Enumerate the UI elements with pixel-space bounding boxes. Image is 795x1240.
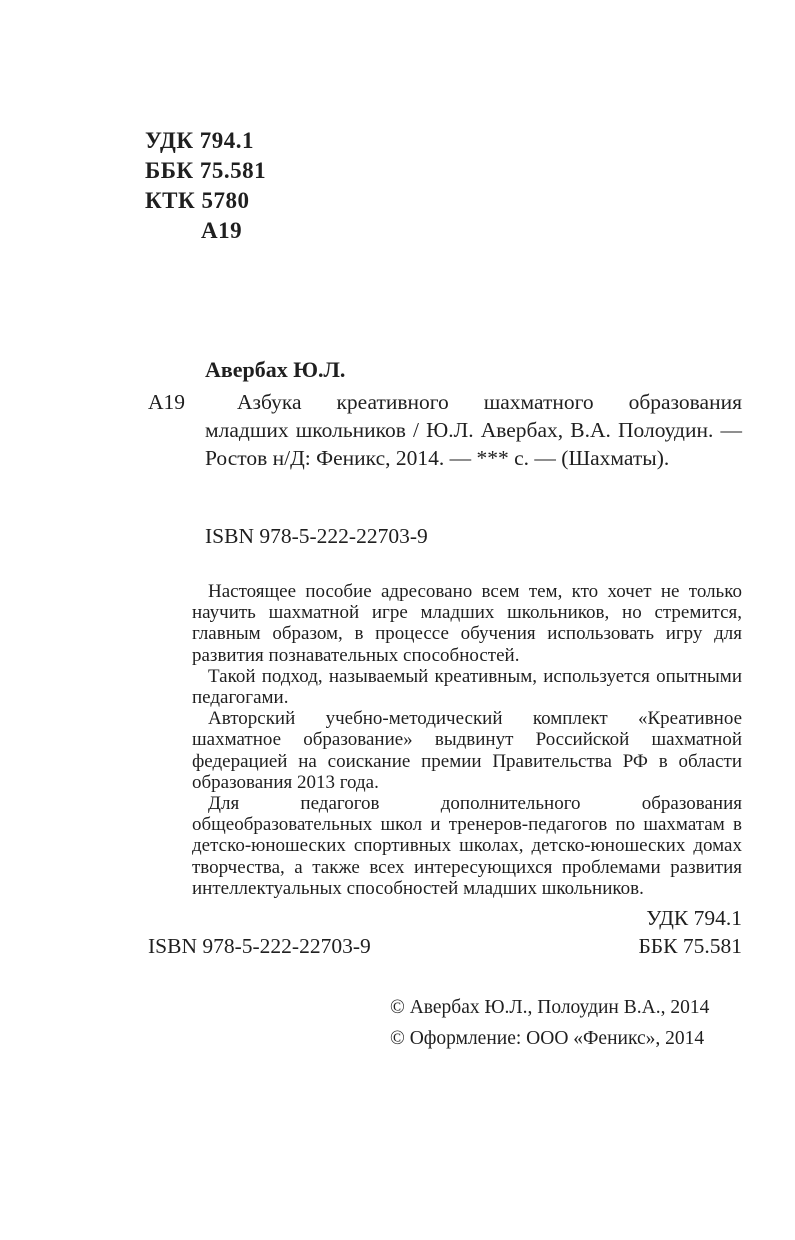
annotation-block	[192, 581, 742, 899]
annotation-paragraph: Такой подход, называемый креативным, используется опытными педагогами.	[192, 665, 742, 709]
annotation-paragraph: Настоящее пособие адресовано всем тем, кто хочет не только научить шахматной игре младших школьников, но стремится, главным образом, в процессе обучения использовать игру для развития познавательных способностей.	[192, 581, 742, 666]
annotation-paragraph: Авторский учебно-методический комплект «Креативное шахматное образование» выдвинут Российской шахматной федерацией на соискание премии Правительства РФ в области образования 2013 года.	[192, 708, 742, 793]
catalog-entry-text: Азбука креативного шахматного образования младших школьников / Ю.Л. Авербах, В.А. Полоудин. — Ростов н/Д: Феникс, 2014. — *** с. — (Шахматы).	[205, 390, 742, 470]
ktk-code: КТК 5780	[145, 188, 250, 213]
top-cataloguing-codes	[145, 126, 266, 246]
udk-code: УДК 794.1	[145, 128, 255, 153]
copyright-design: © Оформление: ООО «Феникс», 2014	[390, 1028, 705, 1049]
isbn-number-bottom: ISBN 978-5-222-22703-9	[148, 934, 371, 958]
author-sign-code: А19	[201, 218, 243, 243]
bbk-code: ББК 75.581	[145, 158, 267, 183]
author-heading: Авербах Ю.Л.	[205, 357, 346, 382]
bbk-code-bottom: ББК 75.581	[638, 934, 742, 958]
udk-code-bottom: УДК 794.1	[646, 906, 742, 930]
catalog-entry-label: А19	[148, 390, 186, 414]
copyright-authors: © Авербах Ю.Л., Полоудин В.А., 2014	[390, 997, 710, 1018]
annotation-paragraph: Для педагогов дополнительного образования общеобразовательных школ и тренеров-педагогов по шахматам в детско-юношеских спортивных школах, детско-юношеских домах творчества, а также всех интересующихся проблемами развития интеллектуальных способностей младших школьников.	[192, 793, 742, 899]
isbn-number-top: ISBN 978-5-222-22703-9	[205, 524, 428, 548]
copyright-block	[390, 992, 709, 1054]
footer-isbn-bbk-line	[148, 934, 742, 959]
